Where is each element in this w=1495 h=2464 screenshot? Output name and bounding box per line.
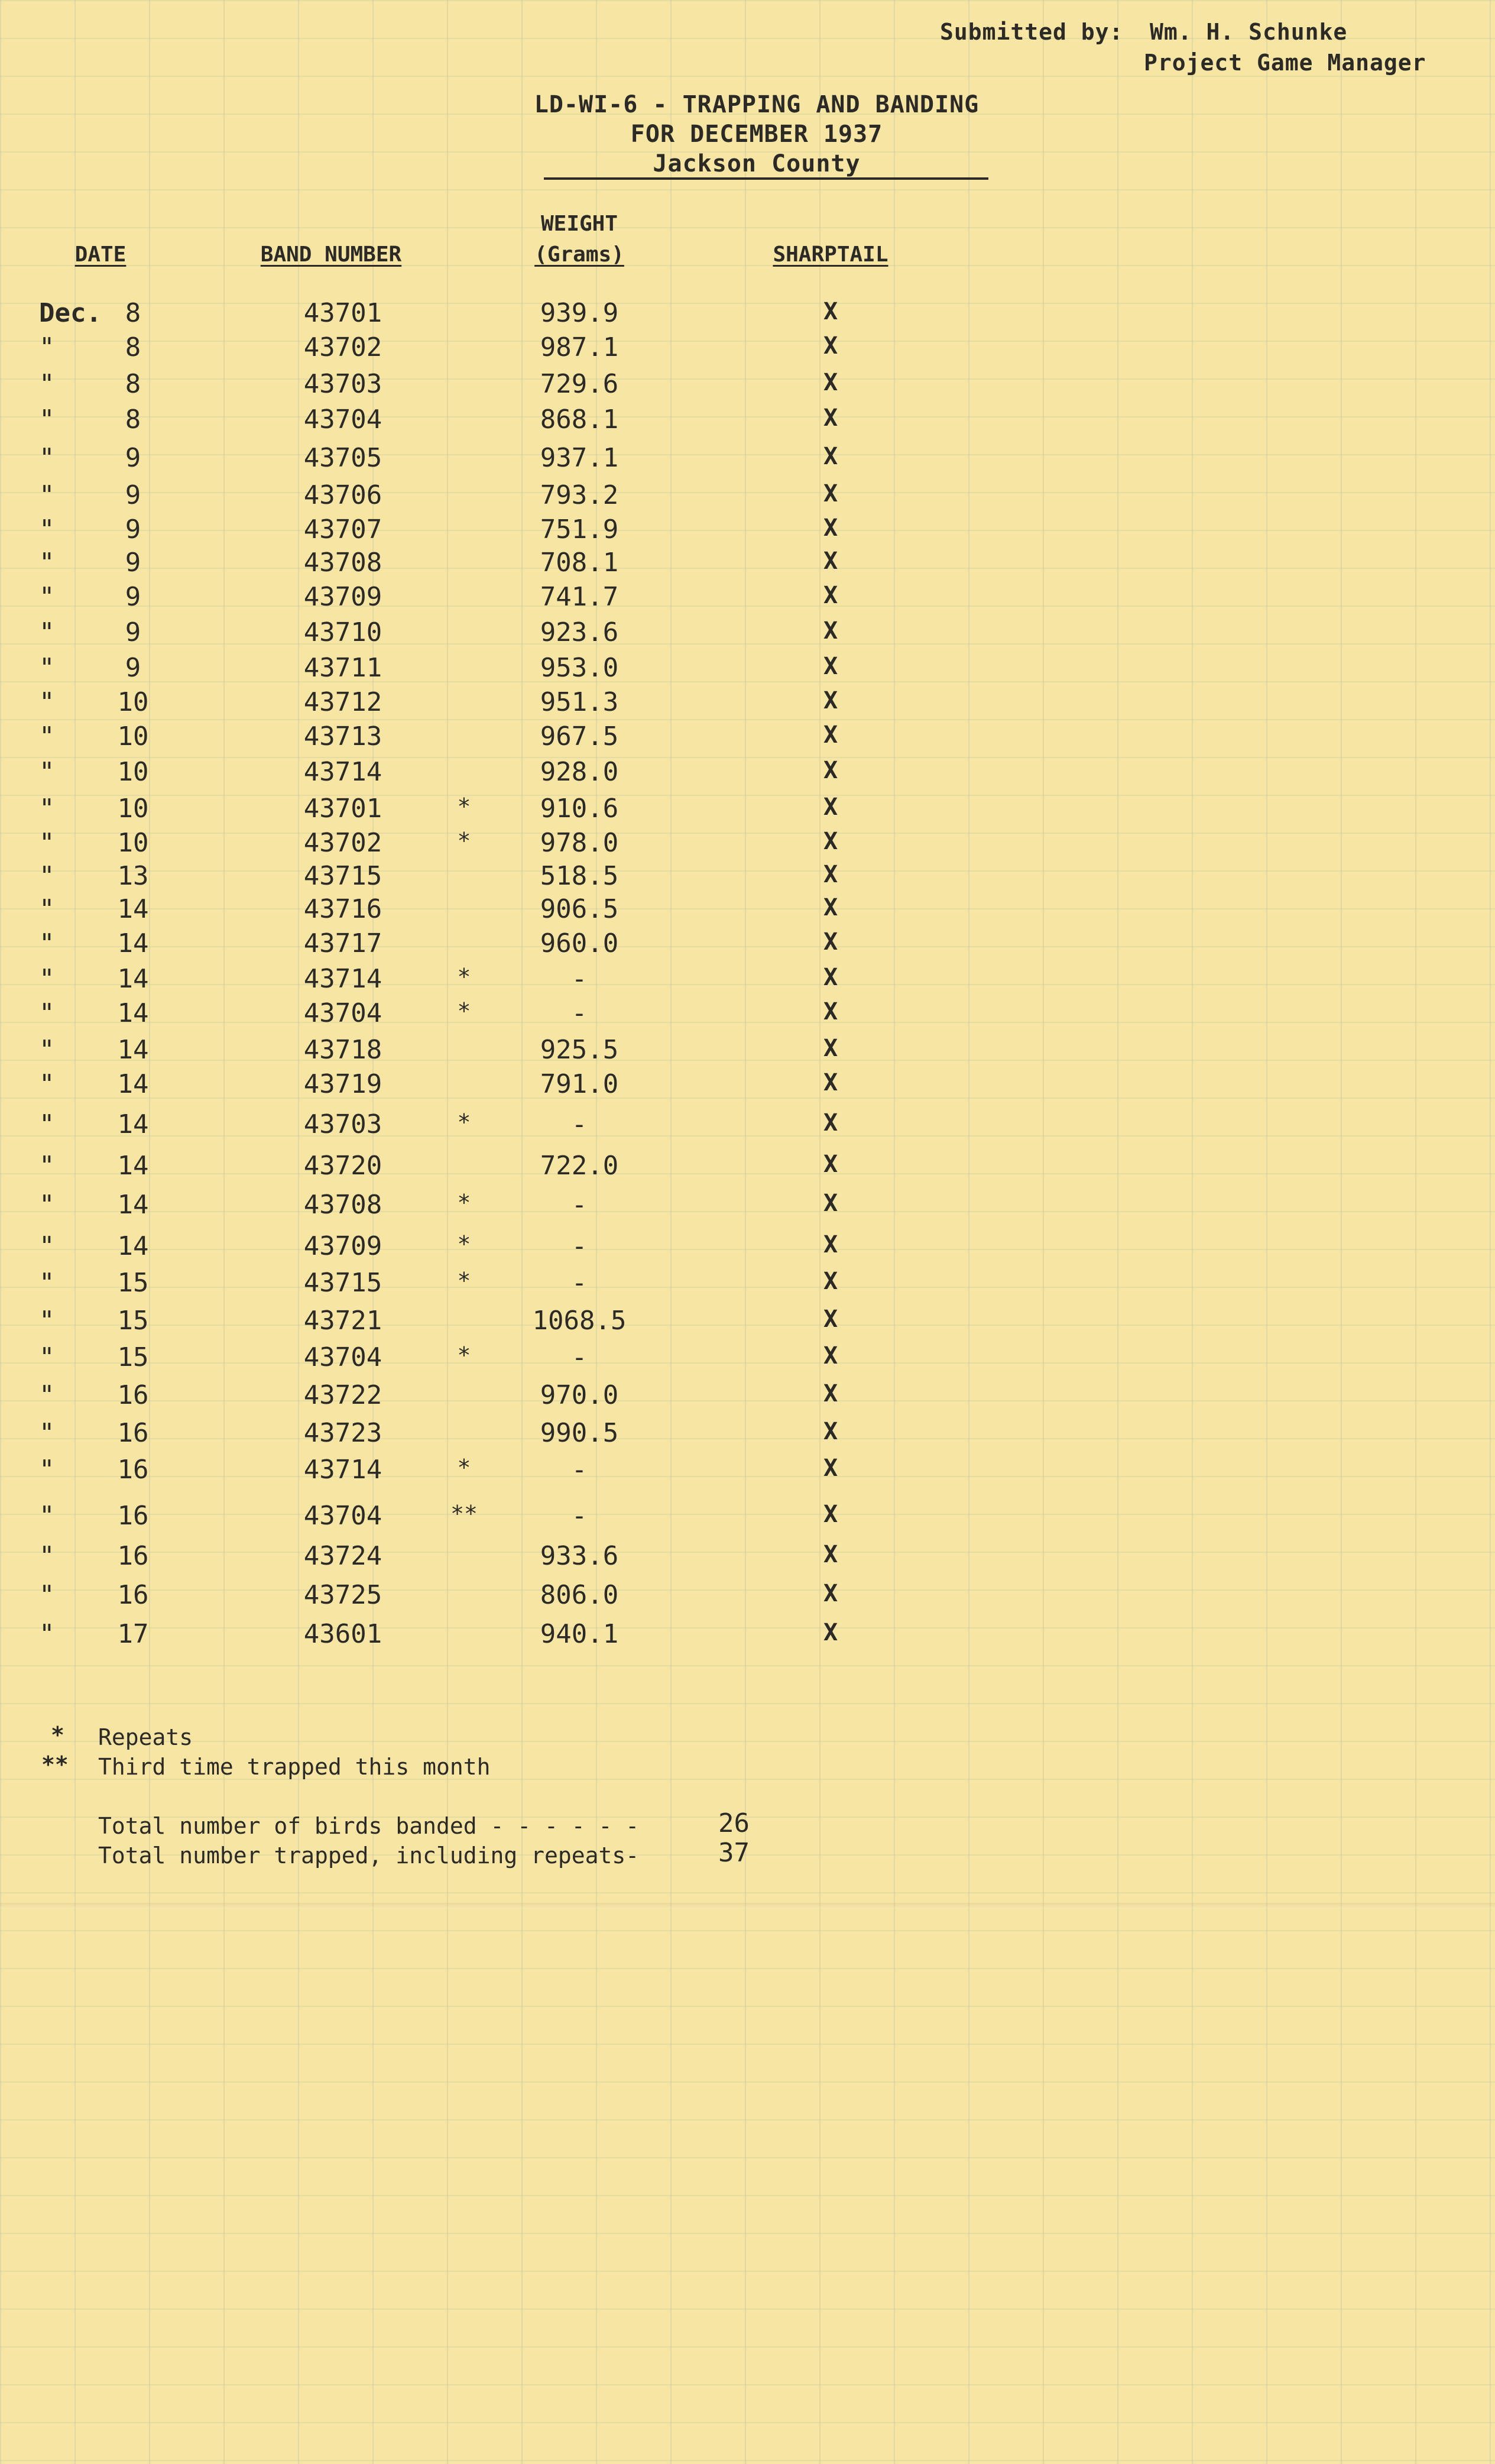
submitter-name: Wm. H. Schunke	[1150, 19, 1348, 45]
row-repeat-mark: *	[457, 998, 471, 1024]
row-date-day: 16	[117, 1580, 149, 1610]
row-date-month: "	[39, 369, 55, 399]
row-band-number: 43705	[303, 443, 382, 473]
row-band-number: 43702	[303, 332, 382, 362]
row-date-month: "	[39, 1306, 55, 1336]
row-sharptail-mark: X	[823, 582, 838, 609]
row-band-number: 43704	[303, 1501, 382, 1531]
row-weight: 967.5	[540, 721, 619, 752]
row-band-number: 43725	[303, 1580, 382, 1610]
submitted-by-label: Submitted by:	[940, 19, 1124, 45]
row-sharptail-mark: X	[823, 1268, 838, 1295]
row-date-month: "	[39, 1035, 55, 1065]
row-date-day: 15	[117, 1268, 149, 1298]
row-date-day: 9	[125, 548, 141, 578]
row-weight: 741.7	[540, 582, 619, 612]
row-sharptail-mark: X	[823, 928, 838, 956]
row-sharptail-mark: X	[823, 1619, 838, 1646]
row-weight: 729.6	[540, 369, 619, 399]
row-band-number: 43724	[303, 1541, 382, 1571]
row-date-day: 9	[125, 480, 141, 510]
row-date-month: "	[39, 721, 55, 752]
row-date-month: "	[39, 1268, 55, 1298]
row-band-number: 43722	[303, 1380, 382, 1410]
row-date-month: "	[39, 1069, 55, 1099]
row-band-number: 43714	[303, 964, 382, 994]
row-date-month: "	[39, 928, 55, 959]
row-sharptail-mark: X	[823, 480, 838, 507]
total-banded-value: 26	[718, 1808, 750, 1838]
row-sharptail-mark: X	[823, 443, 838, 470]
row-weight: 937.1	[540, 443, 619, 473]
row-date-day: 17	[117, 1619, 149, 1649]
legend-double-mark: **	[41, 1751, 69, 1777]
row-sharptail-mark: X	[823, 1109, 838, 1137]
row-date-month: "	[39, 1541, 55, 1571]
row-weight: 751.9	[540, 514, 619, 545]
row-date-day: 14	[117, 1035, 149, 1065]
row-band-number: 43708	[303, 548, 382, 578]
row-date-day: 9	[125, 514, 141, 545]
row-date-day: 16	[117, 1501, 149, 1531]
row-sharptail-mark: X	[823, 1306, 838, 1333]
row-sharptail-mark: X	[823, 298, 838, 325]
row-date-month: "	[39, 861, 55, 891]
column-header-date: DATE	[74, 242, 127, 267]
row-weight: -	[571, 1501, 588, 1531]
row-band-number: 43723	[303, 1418, 382, 1448]
row-weight: 960.0	[540, 928, 619, 959]
row-repeat-mark: *	[457, 964, 471, 990]
row-date-month: "	[39, 548, 55, 578]
row-repeat-mark: *	[457, 1342, 471, 1368]
row-date-month: "	[39, 1231, 55, 1261]
row-repeat-mark: *	[457, 794, 471, 820]
row-date-month: "	[39, 964, 55, 994]
row-sharptail-mark: X	[823, 332, 838, 360]
row-date-month: "	[39, 332, 55, 362]
column-header-weight: WEIGHT	[540, 212, 618, 236]
row-date-day: 10	[117, 828, 149, 858]
row-weight: -	[571, 1455, 588, 1485]
row-band-number: 43704	[303, 1342, 382, 1372]
row-date-month: "	[39, 582, 55, 612]
legend-single-mark: *	[51, 1722, 64, 1748]
row-date-day: 14	[117, 1069, 149, 1099]
row-repeat-mark: *	[457, 1268, 471, 1294]
row-sharptail-mark: X	[823, 964, 838, 991]
row-sharptail-mark: X	[823, 721, 838, 749]
row-band-number: 43712	[303, 687, 382, 717]
row-repeat-mark: *	[457, 1109, 471, 1135]
total-trapped-label: Total number trapped, including repeats-	[98, 1843, 640, 1869]
row-date-day: 9	[125, 617, 141, 647]
row-band-number: 43718	[303, 1035, 382, 1065]
row-sharptail-mark: X	[823, 828, 838, 855]
row-date-day: 14	[117, 1109, 149, 1139]
row-date-day: 9	[125, 653, 141, 683]
row-weight: 923.6	[540, 617, 619, 647]
row-date-day: 15	[117, 1306, 149, 1336]
row-date-day: 14	[117, 928, 149, 959]
row-band-number: 43711	[303, 653, 382, 683]
row-date-day: 14	[117, 894, 149, 924]
row-date-month: "	[39, 1190, 55, 1220]
row-sharptail-mark: X	[823, 1342, 838, 1369]
row-weight: 990.5	[540, 1418, 619, 1448]
row-weight: 793.2	[540, 480, 619, 510]
row-weight: 906.5	[540, 894, 619, 924]
row-band-number: 43715	[303, 861, 382, 891]
row-weight: 970.0	[540, 1380, 619, 1410]
row-date-day: 14	[117, 1231, 149, 1261]
row-date-month: "	[39, 653, 55, 683]
report-county: Jackson County	[653, 150, 861, 177]
row-date-month: "	[39, 1342, 55, 1372]
row-date-month: "	[39, 404, 55, 435]
row-band-number: 43703	[303, 1109, 382, 1139]
row-date-day: 16	[117, 1380, 149, 1410]
row-band-number: 43703	[303, 369, 382, 399]
row-date-day: 16	[117, 1455, 149, 1485]
row-band-number: 43719	[303, 1069, 382, 1099]
row-date-day: 10	[117, 794, 149, 824]
row-weight: -	[571, 1342, 588, 1372]
row-date-month: "	[39, 757, 55, 787]
row-sharptail-mark: X	[823, 1380, 838, 1407]
row-weight: -	[571, 964, 588, 994]
row-repeat-mark: *	[457, 828, 471, 854]
row-sharptail-mark: X	[823, 794, 838, 821]
row-sharptail-mark: X	[823, 548, 838, 575]
row-weight: -	[571, 1268, 588, 1298]
row-weight: 978.0	[540, 828, 619, 858]
row-date-day: 8	[125, 404, 141, 435]
row-band-number: 43713	[303, 721, 382, 752]
row-weight: 518.5	[540, 861, 619, 891]
row-weight: -	[571, 1231, 588, 1261]
row-weight: 951.3	[540, 687, 619, 717]
paper-fold	[0, 1903, 1495, 1909]
row-band-number: 43704	[303, 998, 382, 1028]
row-date-month: "	[39, 617, 55, 647]
row-band-number: 43704	[303, 404, 382, 435]
row-sharptail-mark: X	[823, 617, 838, 645]
row-weight: 910.6	[540, 794, 619, 824]
row-sharptail-mark: X	[823, 1069, 838, 1096]
row-band-number: 43701	[303, 298, 382, 328]
row-date-month: "	[39, 443, 55, 473]
row-sharptail-mark: X	[823, 687, 838, 714]
row-repeat-mark: *	[457, 1190, 471, 1216]
row-weight: 928.0	[540, 757, 619, 787]
row-sharptail-mark: X	[823, 653, 838, 680]
row-sharptail-mark: X	[823, 1580, 838, 1607]
row-date-month: "	[39, 514, 55, 545]
row-sharptail-mark: X	[823, 861, 838, 888]
row-date-day: 14	[117, 964, 149, 994]
row-band-number: 43717	[303, 928, 382, 959]
row-sharptail-mark: X	[823, 1151, 838, 1178]
row-sharptail-mark: X	[823, 894, 838, 921]
row-band-number: 43709	[303, 582, 382, 612]
row-date-month: "	[39, 828, 55, 858]
row-date-month: "	[39, 1380, 55, 1410]
row-weight: -	[571, 1109, 588, 1139]
row-date-month: "	[39, 998, 55, 1028]
row-date-month: "	[39, 1109, 55, 1139]
row-date-day: 9	[125, 443, 141, 473]
row-weight: 722.0	[540, 1151, 619, 1181]
row-date-month: "	[39, 1580, 55, 1610]
row-date-month: "	[39, 687, 55, 717]
row-repeat-mark: **	[450, 1501, 478, 1527]
report-title: LD-WI-6 - TRAPPING AND BANDING	[534, 91, 980, 118]
row-date-day: 13	[117, 861, 149, 891]
row-weight: 1068.5	[532, 1306, 627, 1336]
row-date-day: 15	[117, 1342, 149, 1372]
row-date-day: 10	[117, 721, 149, 752]
row-date-month: "	[39, 1619, 55, 1649]
row-sharptail-mark: X	[823, 404, 838, 432]
submitter-title: Project Game Manager	[1144, 50, 1426, 76]
row-weight: 708.1	[540, 548, 619, 578]
row-repeat-mark: *	[457, 1455, 471, 1481]
legend-double-text: Third time trapped this month	[98, 1754, 491, 1780]
row-band-number: 43715	[303, 1268, 382, 1298]
total-banded-label: Total number of birds banded - - - - - -	[98, 1813, 640, 1839]
row-date-day: 14	[117, 998, 149, 1028]
row-date-month: "	[39, 794, 55, 824]
row-weight: 933.6	[540, 1541, 619, 1571]
row-date-month: Dec.	[39, 298, 102, 328]
row-weight: 806.0	[540, 1580, 619, 1610]
row-date-month: "	[39, 1455, 55, 1485]
row-band-number: 43701	[303, 794, 382, 824]
row-date-month: "	[39, 1418, 55, 1448]
row-weight: 925.5	[540, 1035, 619, 1065]
row-band-number: 43707	[303, 514, 382, 545]
row-sharptail-mark: X	[823, 514, 838, 542]
row-sharptail-mark: X	[823, 1455, 838, 1482]
title-underline	[544, 177, 988, 180]
row-date-month: "	[39, 894, 55, 924]
row-date-day: 14	[117, 1190, 149, 1220]
row-weight: 987.1	[540, 332, 619, 362]
row-weight: 868.1	[540, 404, 619, 435]
row-band-number: 43716	[303, 894, 382, 924]
row-sharptail-mark: X	[823, 1418, 838, 1445]
row-sharptail-mark: X	[823, 998, 838, 1025]
column-header-band-number: BAND NUMBER	[260, 242, 402, 267]
row-date-day: 16	[117, 1418, 149, 1448]
row-band-number: 43720	[303, 1151, 382, 1181]
row-band-number: 43714	[303, 757, 382, 787]
row-sharptail-mark: X	[823, 757, 838, 784]
row-weight: -	[571, 1190, 588, 1220]
row-band-number: 43721	[303, 1306, 382, 1336]
row-sharptail-mark: X	[823, 369, 838, 396]
row-date-day: 10	[117, 757, 149, 787]
total-trapped-value: 37	[718, 1838, 750, 1868]
row-weight: 953.0	[540, 653, 619, 683]
row-sharptail-mark: X	[823, 1035, 838, 1062]
row-band-number: 43702	[303, 828, 382, 858]
row-date-day: 8	[125, 332, 141, 362]
row-band-number: 43710	[303, 617, 382, 647]
row-date-day: 9	[125, 582, 141, 612]
row-band-number: 43708	[303, 1190, 382, 1220]
row-sharptail-mark: X	[823, 1501, 838, 1528]
row-band-number: 43709	[303, 1231, 382, 1261]
row-weight: 940.1	[540, 1619, 619, 1649]
column-header-weight-unit: (Grams)	[534, 242, 624, 267]
row-date-day: 10	[117, 687, 149, 717]
row-date-day: 8	[125, 369, 141, 399]
row-sharptail-mark: X	[823, 1190, 838, 1217]
row-date-day: 14	[117, 1151, 149, 1181]
row-weight: 939.9	[540, 298, 619, 328]
row-weight: -	[571, 998, 588, 1028]
row-sharptail-mark: X	[823, 1541, 838, 1568]
row-band-number: 43706	[303, 480, 382, 510]
row-sharptail-mark: X	[823, 1231, 838, 1258]
row-repeat-mark: *	[457, 1231, 471, 1257]
row-date-day: 16	[117, 1541, 149, 1571]
row-band-number: 43714	[303, 1455, 382, 1485]
row-band-number: 43601	[303, 1619, 382, 1649]
row-date-day: 8	[125, 298, 141, 328]
legend-single-text: Repeats	[98, 1724, 193, 1750]
row-date-month: "	[39, 480, 55, 510]
row-date-month: "	[39, 1501, 55, 1531]
report-period: FOR DECEMBER 1937	[630, 121, 883, 148]
row-date-month: "	[39, 1151, 55, 1181]
row-weight: 791.0	[540, 1069, 619, 1099]
column-header-sharptail: SHARPTAIL	[773, 242, 888, 267]
